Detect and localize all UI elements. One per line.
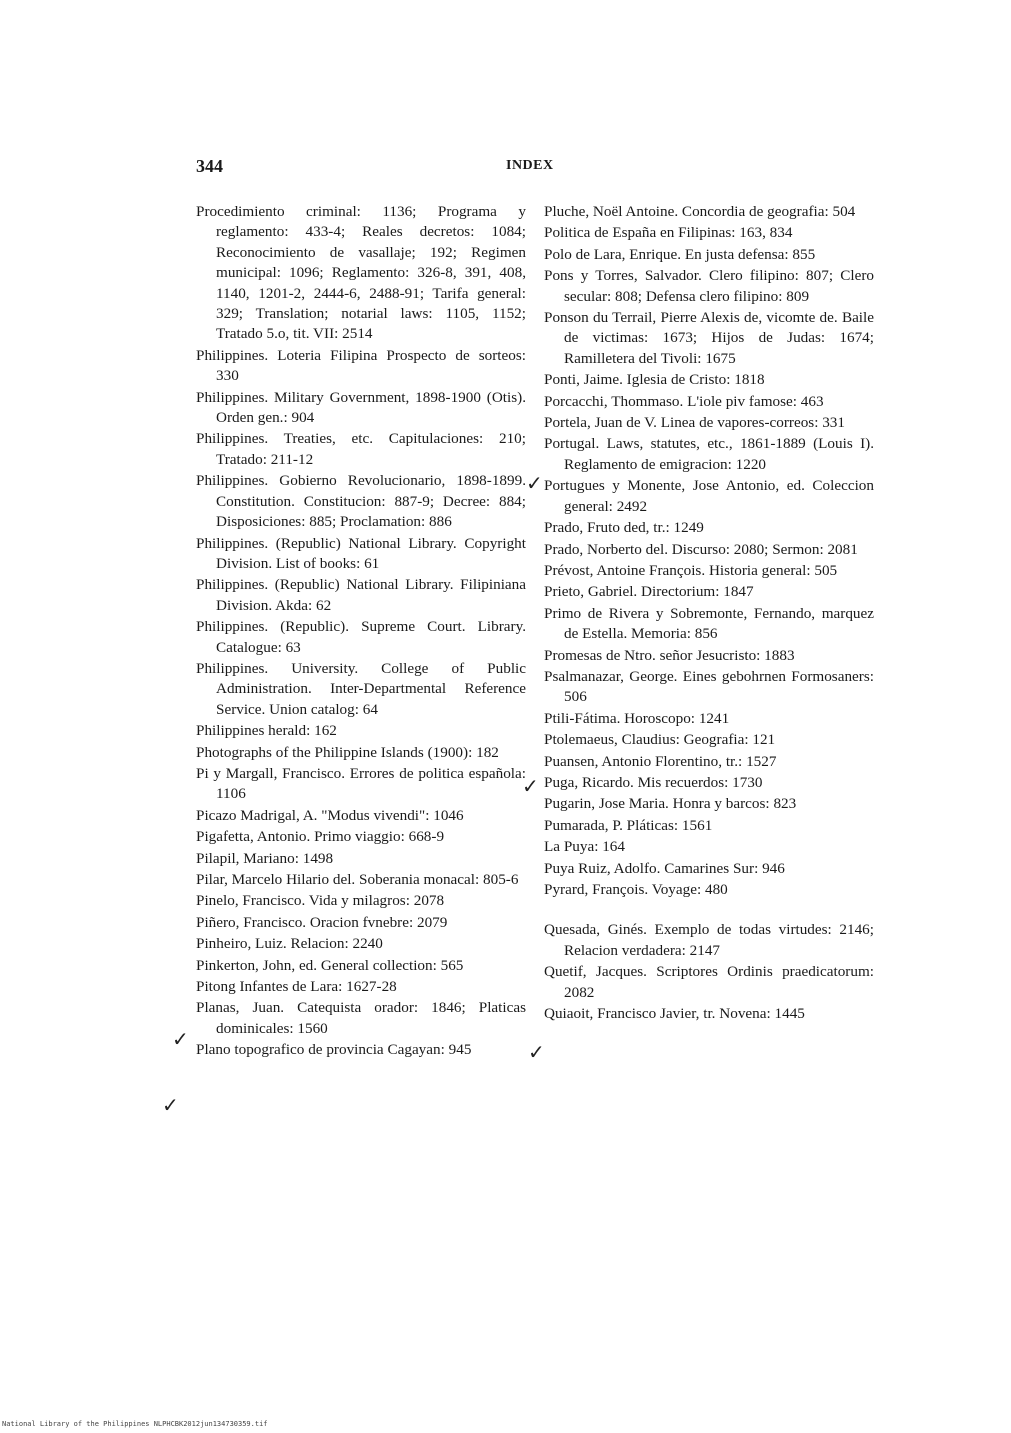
index-entry: Pluche, Noël Antoine. Concordia de geografia: 504: [544, 203, 856, 220]
index-entry: Prieto, Gabriel. Directorium: 1847: [544, 583, 754, 601]
index-entry: Ponti, Jaime. Iglesia de Cristo: 1818: [544, 371, 765, 389]
handwritten-check-icon: ✓: [526, 471, 543, 495]
index-entry: Portela, Juan de V. Linea de vapores-correos: 331: [544, 414, 845, 432]
index-entry: Ptolemaeus, Claudius: Geografia: 121: [544, 731, 776, 749]
index-entry: Puya Ruiz, Adolfo. Camarines Sur: 946: [544, 859, 785, 877]
index-entry: Pigafetta, Antonio. Primo viaggio: 668-9: [196, 828, 445, 846]
index-entry: Quiaoit, Francisco Javier, tr. Novena: 1445: [544, 1005, 805, 1023]
index-entry: Pyrard, François. Voyage: 480: [544, 881, 728, 898]
index-column-left: [196, 202, 526, 1062]
handwritten-check-icon: ✓: [522, 774, 539, 798]
index-entry: Portugues y Monente, Jose Antonio, ed. Coleccion general: 2492: [544, 477, 874, 515]
index-entry: Philippines. (Republic) National Library. Copyright Division. List of books: 61: [196, 534, 526, 572]
index-entry: Philippines. Treaties, etc. Capitulaciones: 210; Tratado: 211-12: [196, 430, 526, 468]
running-head: INDEX: [506, 158, 554, 173]
index-entry: Philippines. University. College of Public Administration. Inter-Departmental Reference Service. Union catalog: 64: [196, 659, 526, 718]
index-entry: Pitong Infantes de Lara: 1627-28: [196, 978, 397, 996]
index-entry: Quetif, Jacques. Scriptores Ordinis praedicatorum: 2082: [544, 963, 874, 1001]
index-entry: Portugal. Laws, statutes, etc., 1861-1889 (Louis I). Reglamento de emigracion: 1220: [544, 435, 874, 473]
index-entry: Pinelo, Francisco. Vida y milagros: 2078: [196, 892, 445, 910]
index-entry: Picazo Madrigal, A. "Modus vivendi": 1046: [196, 806, 464, 824]
index-entry: Philippines. (Republic) National Library. Filipiniana Division. Akda: 62: [196, 576, 526, 614]
index-entry: Philippines. Gobierno Revolucionario, 1898-1899. Constitution. Constitucion: 887-9; Decree: 884; Disposiciones: 885; Proclamation: 886: [196, 472, 526, 531]
index-entry: Puansen, Antonio Florentino, tr.: 1527: [544, 752, 777, 770]
index-entry: Polo de Lara, Enrique. En justa defensa: 855: [544, 245, 816, 263]
index-entry: Planas, Juan. Catequista orador: 1846; Platicas dominicales: 1560: [196, 999, 526, 1037]
index-entry: Politica de España en Filipinas: 163, 834: [544, 224, 793, 242]
index-entry: Ponson du Terrail, Pierre Alexis de, vicomte de. Baile de victimas: 1673; Hijos de Judas: 1674; Ramilletera del Tivoli: 1675: [544, 309, 874, 367]
index-entry: Prévost, Antoine François. Historia general: 505: [544, 561, 838, 579]
index-entry: Prado, Norberto del. Discurso: 2080; Sermon: 2081: [544, 540, 858, 558]
handwritten-check-icon: ✓: [528, 1040, 545, 1064]
index-entry: La Puya: 164: [544, 838, 625, 856]
index-entry: Pumarada, P. Pláticas: 1561: [544, 816, 713, 834]
index-entry: Primo de Rivera y Sobremonte, Fernando, marquez de Estella. Memoria: 856: [544, 604, 874, 643]
index-entry: Photographs of the Philippine Islands (1900): 182: [196, 743, 499, 761]
index-entry: Philippines. Military Government, 1898-1900 (Otis). Orden gen.: 904: [196, 388, 526, 427]
index-entry: Ptili-Fátima. Horoscopo: 1241: [544, 709, 730, 727]
index-entry: Puga, Ricardo. Mis recuerdos: 1730: [544, 773, 763, 791]
page-number: 344: [196, 156, 223, 176]
index-entry: Prado, Fruto ded, tr.: 1249: [544, 519, 704, 537]
index-entry: Philippines herald: 162: [196, 722, 337, 740]
index-entry: Pinheiro, Luiz. Relacion: 2240: [196, 935, 383, 953]
index-entry: Pilapil, Mariano: 1498: [196, 849, 334, 867]
handwritten-check-icon: ✓: [172, 1027, 189, 1051]
index-entry: Promesas de Ntro. señor Jesucristo: 1883: [544, 646, 795, 664]
index-entry: Porcacchi, Thommaso. L'iole piv famose: 463: [544, 392, 824, 410]
index-entry: Piñero, Francisco. Oracion fvnebre: 2079: [196, 913, 448, 931]
index-entry: Pi y Margall, Francisco. Errores de politica española: 1106: [196, 764, 526, 803]
scan-footer: National Library of the Philippines NLPHCBK2012jun134730359.tif: [2, 1420, 268, 1428]
index-entry: Philippines. Loteria Filipina Prospecto de sorteos: 330: [196, 346, 526, 385]
index-entry: Psalmanazar, George. Eines gebohrnen Formosaners: 506: [544, 667, 874, 706]
index-entry: Plano topografico de provincia Cagayan: 945: [196, 1041, 472, 1059]
index-entry: Procedimiento criminal: 1136; Programa y reglamento: 433-4; Reales decretos: 1084; Reconocimiento de vasallaje; 192; Regimen municipal: 1096; Reglamento: 326-8, 391, 408, 1140, 1201-2, 2444-6, 2488-91; Tarifa general: 329; Translation; notarial laws: 1105, 1152; Tratado 5.o, tit. VII: 2514: [196, 203, 526, 343]
index-entry: Philippines. (Republic). Supreme Court. Library. Catalogue: 63: [196, 618, 526, 656]
index-entry: Pons y Torres, Salvador. Clero filipino: 807; Clero secular: 808; Defensa clero filipino: 809: [544, 267, 874, 305]
index-entry: Pilar, Marcelo Hilario del. Soberania monacal: 805-6: [196, 871, 519, 888]
index-entry: Pugarin, Jose Maria. Honra y barcos: 823: [544, 795, 797, 813]
index-column-right: [544, 202, 874, 1025]
handwritten-check-icon: ✓: [162, 1093, 179, 1117]
index-entry: Quesada, Ginés. Exemplo de todas virtudes: 2146; Relacion verdadera: 2147: [544, 921, 874, 959]
index-entry: Pinkerton, John, ed. General collection: 565: [196, 956, 464, 974]
